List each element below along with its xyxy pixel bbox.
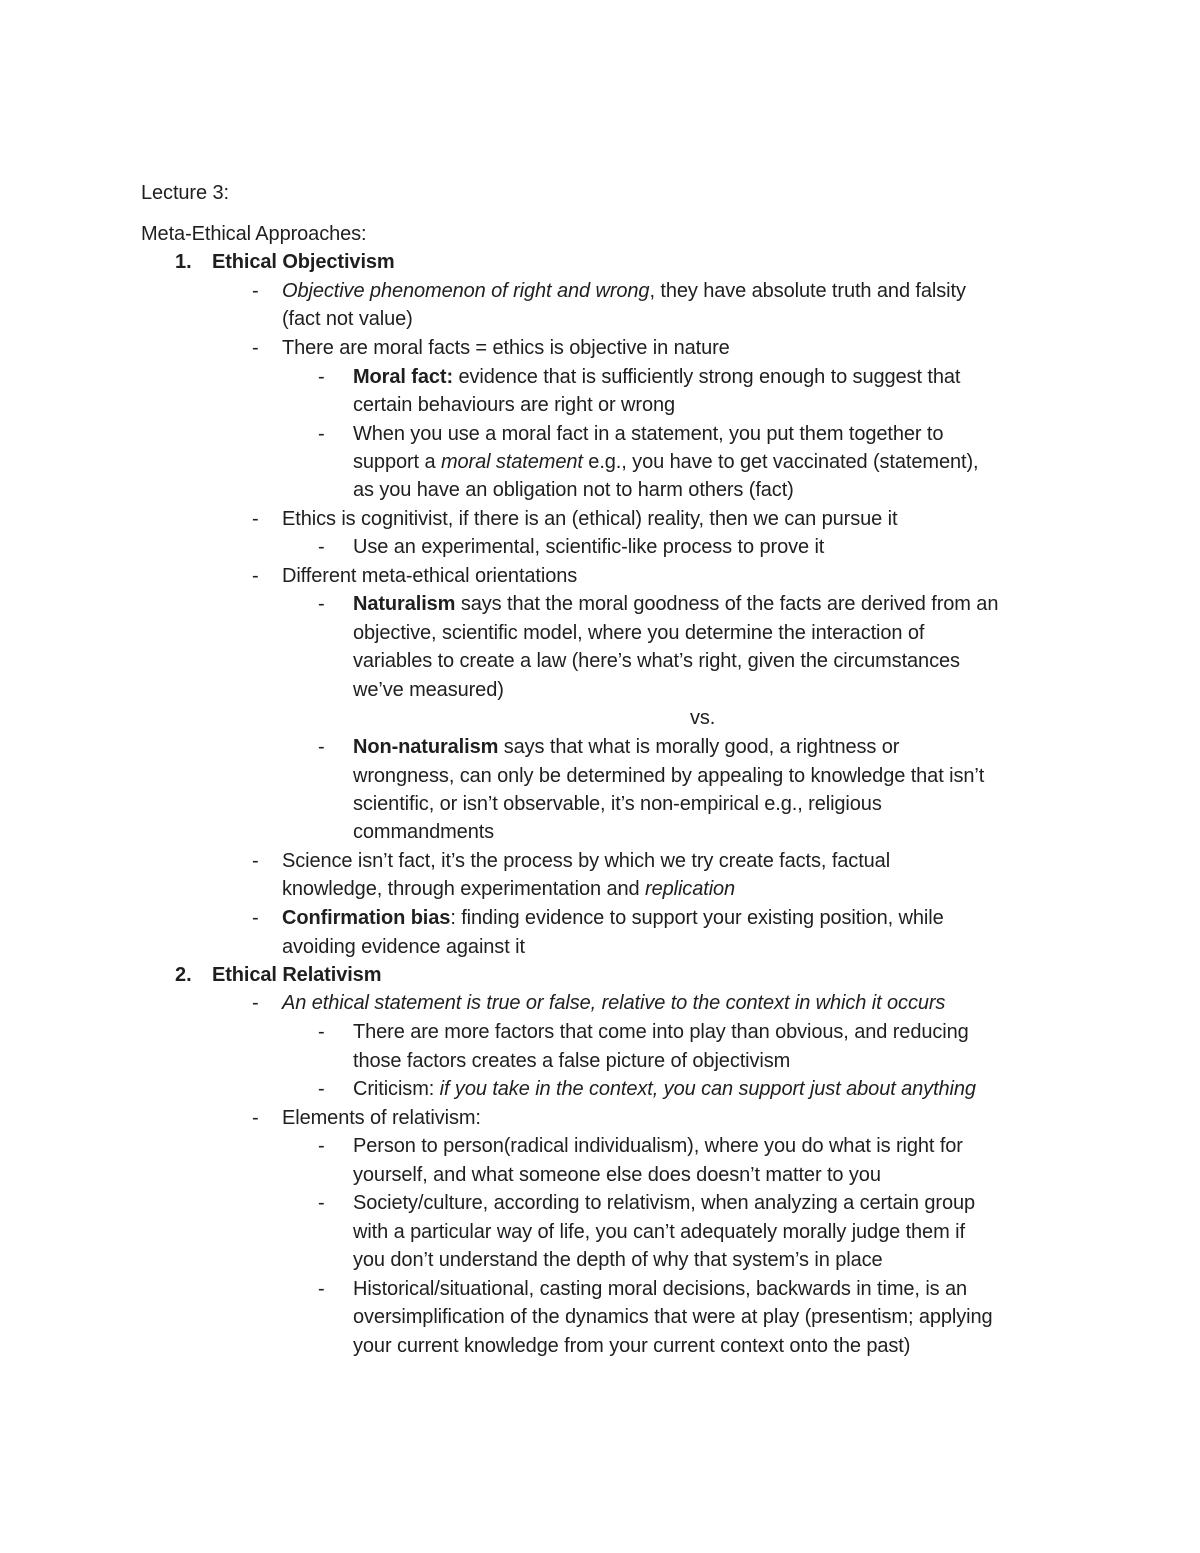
item-1-bullet-3a: Use an experimental, scientific-like process to prove it (353, 536, 825, 558)
item-2-bullet-2: Elements of relativism: (282, 1107, 481, 1129)
lecture-title: Lecture 3: (141, 182, 229, 204)
item-1-bullet-2b-cont-1 (353, 448, 978, 476)
item-1-bullet-4b-cont-2: scientific, or isn’t observable, it’s non-empirical e.g., religious (353, 793, 882, 815)
item-1-bullet-3: Ethics is cognitivist, if there is an (ethical) reality, then we can pursue it (282, 508, 898, 530)
bullet-dash: - (252, 280, 259, 302)
item-2-bullet-1b (353, 1075, 976, 1103)
item-1-bullet-2a (353, 363, 960, 391)
bold-term: Naturalism (353, 593, 456, 615)
item-1-bullet-4: Different meta-ethical orientations (282, 565, 578, 587)
text: evidence that is sufficiently strong enough to suggest that (453, 366, 961, 388)
item-1-bullet-4b (353, 733, 899, 761)
item-2-bullet-2a-cont: yourself, and what someone else does doesn’t matter to you (353, 1164, 881, 1186)
sub-bullet-dash: - (318, 423, 325, 445)
bullet-dash: - (252, 1107, 259, 1129)
item-1-bullet-1 (282, 277, 966, 305)
sub-bullet-dash: - (318, 1135, 325, 1157)
italic-text: moral statement (440, 451, 583, 473)
item-1-bullet-4a-cont-1: objective, scientific model, where you determine the interaction of (353, 622, 925, 644)
item-1-bullet-2b: When you use a moral fact in a statement, you put them together to (353, 423, 944, 445)
bold-term: Moral fact: (353, 366, 454, 388)
item-2-bullet-2c-cont-1: oversimplification of the dynamics that were at play (presentism; applying (353, 1306, 993, 1328)
item-1-heading: Ethical Objectivism (212, 251, 395, 273)
italic-text: replication (645, 878, 736, 900)
item-1-bullet-5: Science isn’t fact, it’s the process by which we try create facts, factual (282, 850, 891, 872)
item-1-bullet-1-cont: (fact not value) (282, 308, 413, 330)
item-1-bullet-4b-cont-1: wrongness, can only be determined by appealing to knowledge that isn’t (353, 765, 985, 787)
text: e.g., you have to get vaccinated (statement), (582, 451, 979, 473)
text: says that what is morally good, a rightness or (498, 736, 900, 758)
item-2-bullet-2a: Person to person(radical individualism), where you do what is right for (353, 1135, 963, 1157)
item-1-bullet-2a-cont: certain behaviours are right or wrong (353, 394, 676, 416)
text: says that the moral goodness of the facts are derived from an (455, 593, 999, 615)
item-2-heading: Ethical Relativism (212, 964, 382, 986)
item-2-bullet-2b: Society/culture, according to relativism, when analyzing a certain group (353, 1192, 976, 1214)
item-1-bullet-2b-cont-2: as you have an obligation not to harm others (fact) (353, 479, 794, 501)
bullet-dash: - (252, 907, 259, 929)
item-1-bullet-4a-cont-2: variables to create a law (here’s what’s right, given the circumstances (353, 650, 960, 672)
sub-bullet-dash: - (318, 1078, 325, 1100)
item-1-number: 1. (175, 251, 192, 273)
item-1-bullet-6-cont: avoiding evidence against it (282, 936, 525, 958)
text: knowledge, through experimentation and (282, 878, 646, 900)
bullet-dash: - (252, 850, 259, 872)
bullet-dash: - (252, 337, 259, 359)
item-2-number: 2. (175, 964, 192, 986)
item-2-bullet-1a-cont: those factors creates a false picture of objectivism (353, 1050, 791, 1072)
item-1-bullet-4a-cont-3: we’ve measured) (353, 679, 504, 701)
bullet-dash: - (252, 992, 259, 1014)
item-2-bullet-2b-cont-2: you don’t understand the depth of why that system’s in place (353, 1249, 883, 1271)
sub-bullet-dash: - (318, 1192, 325, 1214)
text: support a (353, 451, 441, 473)
sub-bullet-dash: - (318, 1021, 325, 1043)
sub-bullet-dash: - (318, 366, 325, 388)
item-2-bullet-2c-cont-2: your current knowledge from your current context onto the past) (353, 1335, 911, 1357)
text: Criticism: (353, 1078, 440, 1100)
item-2-bullet-1a: There are more factors that come into play than obvious, and reducing (353, 1021, 969, 1043)
item-1-bullet-5-cont (282, 875, 735, 903)
versus-text: vs. (690, 707, 716, 729)
bullet-dash: - (252, 508, 259, 530)
italic-text: if you take in the context, you can support just about anything (439, 1078, 976, 1100)
item-1-bullet-4a (353, 590, 998, 618)
item-1-bullet-4b-cont-3: commandments (353, 821, 495, 843)
section-title: Meta-Ethical Approaches: (141, 223, 367, 245)
item-2-bullet-2c: Historical/situational, casting moral decisions, backwards in time, is an (353, 1278, 968, 1300)
sub-bullet-dash: - (318, 593, 325, 615)
text: , they have absolute truth and falsity (649, 280, 966, 302)
item-1-bullet-2: There are moral facts = ethics is objective in nature (282, 337, 730, 359)
item-2-bullet-2b-cont-1: with a particular way of life, you can’t adequately morally judge them if (353, 1221, 965, 1243)
item-1-bullet-6 (282, 904, 944, 932)
bullet-dash: - (252, 565, 259, 587)
bold-term: Confirmation bias (282, 907, 451, 929)
text: : finding evidence to support your existing position, while (450, 907, 944, 929)
bold-term: Non-naturalism (353, 736, 499, 758)
sub-bullet-dash: - (318, 736, 325, 758)
italic-text: Objective phenomenon of right and wrong (282, 280, 650, 302)
sub-bullet-dash: - (318, 1278, 325, 1300)
sub-bullet-dash: - (318, 536, 325, 558)
item-2-bullet-1: An ethical statement is true or false, relative to the context in which it occurs (282, 992, 946, 1014)
